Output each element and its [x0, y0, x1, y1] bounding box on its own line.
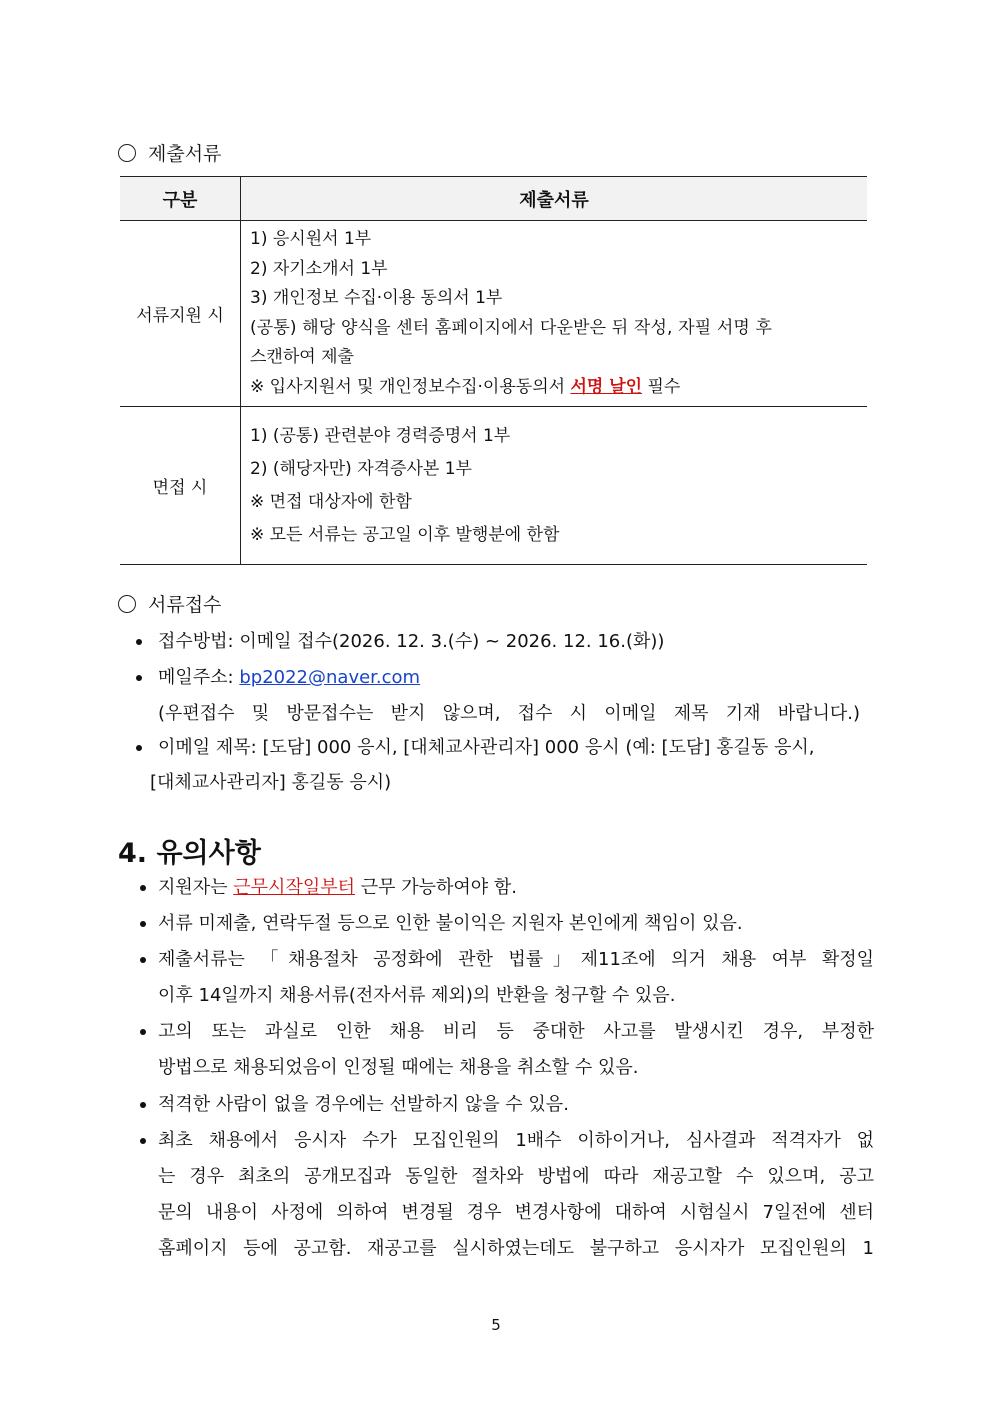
document-line: 1) 응시원서 1부	[250, 229, 372, 249]
document-line: (공통) 해당 양식을 센터 홈페이지에서 다운받은 뒤 작성, 자필 서명 후	[250, 317, 773, 338]
signature-note: ※ 입사지원서 및 개인정보수집·이용동의서 서명 날인 필수	[250, 376, 681, 397]
document-line: 3) 개인정보 수집·이용 동의서 1부	[250, 288, 503, 308]
list-item: 고의 또는 과실로 인한 채용 비리 등 중대한 사고를 발생시킨 경우, 부정한 방법으로 채용되었음이 인정될 때에는 채용을 취소할 수 있음.	[158, 1014, 874, 1086]
row-category: 면접 시	[120, 407, 241, 565]
bullet-icon	[140, 921, 146, 927]
circle-bullet-icon	[118, 144, 136, 162]
bullet-icon	[140, 885, 146, 891]
receipt-subject-item: 이메일 제목: [도담] 000 응시, [대체교사관리자] 000 응시 (예: [도담] 홍길동 응시,	[140, 733, 814, 759]
start-date-emphasis: 근무시작일부터	[233, 877, 355, 898]
bullet-icon	[140, 1029, 146, 1035]
receipt-mail-item: 메일주소: bp2022@naver.com	[140, 663, 420, 689]
bullet-icon	[140, 1138, 146, 1144]
list-item: 제출서류는 「채용절차 공정화에 관한 법률」제11조에 의거 채용 여부 확정일 이후 14일까지 채용서류(전자서류 제외)의 반환을 청구할 수 있음.	[158, 942, 874, 1014]
table-row	[120, 221, 867, 407]
document-line: 1) (공통) 관련분야 경력증명서 1부	[250, 425, 511, 446]
bullet-icon	[140, 1102, 146, 1108]
document-line: 2) (해당자만) 자격증사본 1부	[250, 458, 472, 479]
email-link[interactable]: bp2022@naver.com	[239, 667, 421, 688]
section-heading-notes: 4. 유의사항	[118, 838, 261, 869]
table-row	[120, 407, 867, 565]
document-line: ※ 모든 서류는 공고일 이후 발행분에 한함	[250, 524, 560, 545]
receipt-method-item: 접수방법: 이메일 접수(2026. 12. 3.(수) ~ 2026. 12. 16.(화))	[140, 627, 664, 653]
receipt-subject-continued: [대체교사관리자] 홍길동 응시)	[150, 772, 392, 793]
section-title-receipt: 서류접수	[118, 590, 221, 617]
document-line: 스캔하여 제출	[250, 347, 354, 367]
list-item: 지원자는 근무시작일부터 근무 가능하여야 함.	[158, 870, 874, 906]
row-documents	[241, 407, 868, 565]
row-category: 서류지원 시	[120, 221, 241, 407]
table-header-documents: 제출서류	[241, 177, 868, 221]
bullet-icon	[140, 957, 146, 963]
table-header-category: 구분	[120, 177, 241, 221]
list-item: 적격한 사람이 없을 경우에는 선발하지 않을 수 있음.	[158, 1087, 874, 1123]
list-item: 서류 미제출, 연락두절 등으로 인한 불이익은 지원자 본인에게 책임이 있음.	[158, 906, 874, 942]
signature-emphasis: 서명 날인	[570, 376, 643, 397]
document-line: ※ 면접 대상자에 한함	[250, 491, 412, 512]
receipt-mail-note: (우편접수 및 방문접수는 받지 않으며, 접수 시 이메일 제목 기재 바랍니다.)	[158, 703, 860, 724]
section-title-documents: 제출서류	[118, 139, 221, 166]
documents-table	[120, 176, 867, 565]
table-header-row	[120, 177, 867, 221]
row-documents	[241, 221, 868, 407]
page-number: 5	[491, 1316, 501, 1334]
list-item: 최초 채용에서 응시자 수가 모집인원의 1배수 이하이거나, 심사결과 적격자가 없 는 경우 최초의 공개모집과 동일한 절차와 방법에 따라 재공고할 수 있으며, 공고 문의 내용이 사정에 의하여 변경될 경우 변경사항에 대하여 시험실시 7일전에 센터 홈페이지 등에 공고함. 재공고를 실시하였는데도 불구하고 응시자가 모집인원의 1	[158, 1123, 874, 1267]
document-line: 2) 자기소개서 1부	[250, 258, 388, 279]
circle-bullet-icon	[118, 595, 136, 613]
